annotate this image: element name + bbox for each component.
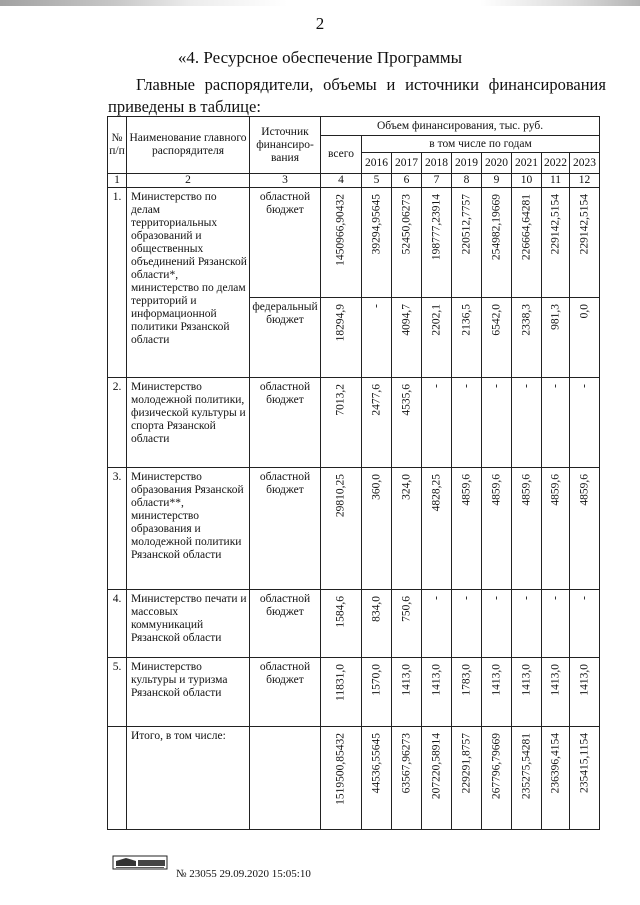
scan-edge [0, 0, 640, 6]
year-value: 220512,7757 [460, 194, 472, 255]
distributor-name: Итого, в том числе: [127, 727, 250, 830]
column-index: 8 [452, 174, 482, 188]
year-value: 1413,0 [430, 664, 442, 696]
year-value: 2136,5 [460, 304, 472, 336]
year-value: - [520, 596, 532, 600]
column-index: 3 [250, 174, 321, 188]
column-index: 4 [321, 174, 362, 188]
year-value: 1783,0 [460, 664, 472, 696]
year-value: 229291,8757 [460, 733, 472, 794]
total-value: 7013,2 [334, 384, 347, 416]
column-index: 9 [482, 174, 512, 188]
row-number: 2. [108, 378, 127, 468]
header-number: № п/п [108, 117, 127, 174]
header-year-2016: 2016 [362, 153, 392, 174]
year-value: - [549, 596, 561, 600]
distributor-name: Министерство образования Рязанской области**, министерство образования и молодежной политики Рязанской области [127, 468, 250, 590]
year-value: 1570,0 [370, 664, 382, 696]
row-number: 3. [108, 468, 127, 590]
header-year-2020: 2020 [482, 153, 512, 174]
year-value: 4859,6 [520, 474, 532, 506]
year-value: 4094,7 [400, 304, 412, 336]
intro-word: и [386, 75, 396, 94]
year-value: - [490, 384, 502, 388]
header-year-2021: 2021 [512, 153, 542, 174]
funding-source: областной бюджет [250, 658, 321, 727]
section-title: «4. Ресурсное обеспечение Программы [177, 48, 463, 67]
header-total: всего [321, 136, 362, 174]
year-value: 63567,96273 [400, 733, 412, 794]
column-index: 11 [542, 174, 570, 188]
year-value: 1413,0 [520, 664, 532, 696]
total-value: 1519500,85432 [334, 733, 347, 805]
year-value: 44536,55645 [370, 733, 382, 794]
table-row [108, 378, 600, 468]
year-value: 2338,3 [520, 304, 532, 336]
year-value: 4859,6 [460, 474, 472, 506]
column-index: 10 [512, 174, 542, 188]
year-value: - [520, 384, 532, 388]
year-value: 235275,54281 [520, 733, 532, 800]
table-row [108, 590, 600, 658]
year-value: - [578, 596, 591, 600]
document-code: № 23055 29.09.2020 15:05:10 [176, 868, 311, 880]
header-year-2023: 2023 [570, 153, 600, 174]
year-value: 1413,0 [490, 664, 502, 696]
year-value: 4859,6 [578, 474, 591, 506]
year-value: 226664,64281 [520, 194, 532, 261]
distributor-name: Министерство молодежной политики, физической культуры и спорта Рязанской области [127, 378, 250, 468]
financing-table [107, 116, 600, 830]
year-value: 235415,1154 [578, 733, 591, 793]
year-value: - [460, 384, 472, 388]
year-value: 254982,19669 [490, 194, 502, 261]
funding-source: федеральный бюджет [250, 298, 321, 378]
year-value: 2477,6 [370, 384, 382, 416]
row-number: 5. [108, 658, 127, 727]
funding-source: областной бюджет [250, 590, 321, 658]
column-index-row [108, 174, 600, 188]
header-volume: Объем финансирования, тыс. руб. [321, 117, 600, 136]
funding-source [250, 727, 321, 830]
header-year-2018: 2018 [422, 153, 452, 174]
table-row [108, 468, 600, 590]
intro-word: объемы [323, 75, 377, 94]
year-value: - [460, 596, 472, 600]
year-value: 52450,06273 [400, 194, 412, 255]
intro-word: Главные [136, 75, 195, 94]
funding-source: областной бюджет [250, 378, 321, 468]
year-value: - [430, 384, 442, 388]
total-value: 11831,0 [334, 664, 347, 701]
header-year-2019: 2019 [452, 153, 482, 174]
table-row [108, 658, 600, 727]
row-number: 1. [108, 188, 127, 378]
year-value: 267796,79669 [490, 733, 502, 800]
intro-word: распорядители, [204, 75, 314, 94]
row-number [108, 727, 127, 830]
intro-line-1 [108, 74, 606, 96]
total-value: 1584,6 [334, 596, 347, 628]
year-value: 834,0 [370, 596, 382, 622]
column-index: 2 [127, 174, 250, 188]
header-year-2017: 2017 [392, 153, 422, 174]
header-source: Источник финансиро-вания [250, 117, 321, 174]
year-value: 0,0 [578, 304, 591, 319]
year-value: 4535,6 [400, 384, 412, 416]
intro-word: финансирования [488, 75, 606, 94]
year-value: 360,0 [370, 474, 382, 500]
column-index: 5 [362, 174, 392, 188]
intro-word: источники [405, 75, 479, 94]
year-value: 4859,6 [490, 474, 502, 506]
year-value: 1413,0 [400, 664, 412, 696]
funding-source: областной бюджет [250, 188, 321, 298]
year-value: 750,6 [400, 596, 412, 622]
year-value: 229142,5154 [549, 194, 561, 255]
year-value: 39294,95645 [370, 194, 382, 255]
distributor-name: Министерство печати и массовых коммуникаций Рязанской области [127, 590, 250, 658]
year-value: 198777,23914 [430, 194, 442, 261]
year-value: - [490, 596, 502, 600]
column-index: 12 [570, 174, 600, 188]
year-value: 6542,0 [490, 304, 502, 336]
intro-paragraph [108, 74, 606, 118]
header-by-year: в том числе по годам [362, 136, 600, 153]
year-value: - [578, 384, 591, 388]
building-stamp-icon [112, 855, 168, 870]
row-number: 4. [108, 590, 127, 658]
distributor-name: Министерство по делам территориальных образований и общественных объединений Рязанской области*, министерство по делам территорий и информационной политики Рязанской области [127, 188, 250, 378]
table-row [108, 727, 600, 830]
year-value: 229142,5154 [578, 194, 591, 255]
header-year-2022: 2022 [542, 153, 570, 174]
year-value: 981,3 [549, 304, 561, 330]
column-index: 7 [422, 174, 452, 188]
year-value: 1413,0 [549, 664, 561, 696]
intro-line-2: приведены в таблице: [108, 97, 261, 116]
year-value: 4859,6 [549, 474, 561, 506]
year-value: - [549, 384, 561, 388]
year-value: - [430, 596, 442, 600]
distributor-name: Министерство культуры и туризма Рязанской области [127, 658, 250, 727]
year-value: - [370, 304, 382, 308]
column-index: 1 [108, 174, 127, 188]
year-value: 4828,25 [430, 474, 442, 512]
table-row [108, 188, 600, 298]
header-name: Наименование главного распорядителя [127, 117, 250, 174]
year-value: 236396,4154 [549, 733, 561, 794]
total-value: 18294,9 [334, 304, 347, 342]
column-index: 6 [392, 174, 422, 188]
year-value: 207220,58914 [430, 733, 442, 800]
total-value: 1450966,90432 [334, 194, 347, 266]
page-number: 2 [315, 14, 325, 33]
year-value: 1413,0 [578, 664, 591, 696]
total-value: 29810,25 [334, 474, 347, 518]
year-value: 2202,1 [430, 304, 442, 336]
year-value: 324,0 [400, 474, 412, 500]
funding-source: областной бюджет [250, 468, 321, 590]
